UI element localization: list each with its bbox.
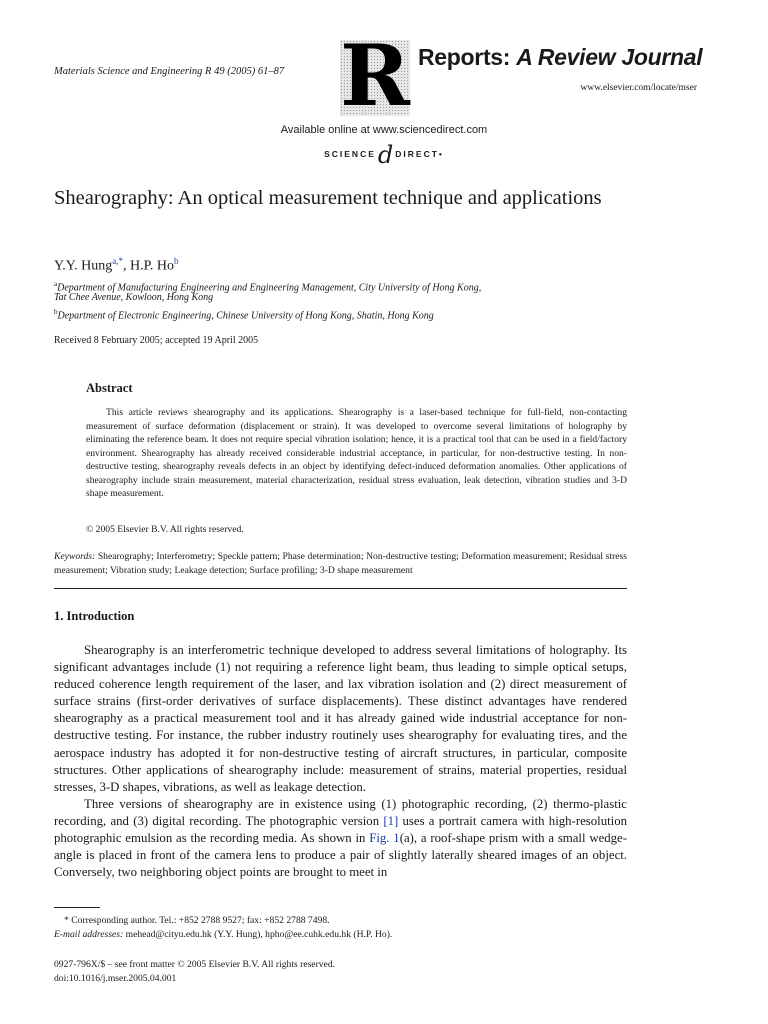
received-dates: Received 8 February 2005; accepted 19 April 2005 — [54, 335, 259, 346]
paragraph-text: uses a portrait camera with high-resolution photographic emulsion as the recording media. As shown in — [54, 813, 627, 846]
author-affiliation-link[interactable]: a,* — [112, 256, 123, 266]
doi-link[interactable]: doi:10.1016/j.mser.2005.04.001 — [54, 973, 177, 984]
logo-letter: R — [340, 26, 410, 125]
paragraph-text: (a), a roof-shape prism with a small wedge-angle is placed in front of the camera lens to produce a pair of slightly laterally sheared images of an object. Conversely, two neighboring object points are brought to meet in — [54, 831, 627, 880]
email-label: E-mail addresses: — [54, 929, 124, 940]
author-separator: , — [122, 258, 130, 274]
author-affiliation-link[interactable]: b — [173, 256, 179, 266]
paragraph: Shearography is an interferometric technique developed to address several limitations of holography. Its significant advantages include (1) not requiring a reference light beam, thus leading to simple optical setups, reduced coherence length requirement of the laser, and lax vibration isolation and (2) direct measurement of surface strains (first-order derivatives of surface displacements). These distinct advantages have rendered shearography as a practical measurement tool and it has already gained wide industrial acceptance for non-destructive testing. For instance, the rubber industry routinely uses shearography for evaluating tires, and the aerospace industry has adopted it for non-destructive testing of aircraft structures, in particular, composite structures. Other applications of shearography include: measurement of strains, material properties, residual stresses, 3-D shapes, vibrations, as well as leakage detection. — [54, 643, 627, 794]
sd-right: DIRECT — [395, 149, 439, 159]
affiliation-marker: b — [54, 308, 58, 316]
abstract-heading: Abstract — [86, 381, 133, 395]
paragraph — [54, 796, 627, 881]
journal-name-italic: A Review Journal — [516, 44, 703, 70]
keywords — [54, 550, 627, 577]
affiliation-marker: a — [54, 280, 58, 288]
author-name: Y.Y. Hung — [54, 258, 113, 274]
section-heading: 1. Introduction — [54, 609, 135, 623]
issn-line: 0927-796X/$ – see front matter © 2005 Elsevier B.V. All rights reserved. — [54, 959, 336, 970]
footnote-divider — [54, 907, 100, 908]
abstract-text: This article reviews shearography and its applications. Shearography is a laser-based technique for full-field, non-contacting measurement of surface deformation (displacement or strain). It was developed to overcome several limitations of holography by eliminating the reference beam. It does not require special vibration isolation; hence, it is a practical tool that can be used in a field/factory environment. Shearography has already received considerable industrial acceptance, in particular, for non-destructive testing. In non-destructive testing, shearography reveals defects in an object by identifying defect-induced deformation anomalies. Other applications of shearography include strain measurement, material characterization, residual stress evaluation, leak detection, vibration studies and 3-D shape measurement. — [86, 407, 627, 499]
sd-bullet: • — [438, 149, 444, 159]
citation-link[interactable]: [1] — [383, 813, 399, 828]
available-online-text: Available online at www.sciencedirect.com — [280, 124, 488, 136]
section-divider — [54, 588, 627, 589]
email-addresses — [54, 928, 392, 941]
affiliation-a-line2: Tat Chee Avenue, Kowloon, Hong Kong — [54, 292, 214, 303]
sd-mark: d — [377, 141, 394, 169]
journal-name-bold: Reports: — [418, 44, 517, 70]
journal-logo — [340, 26, 410, 125]
keywords-label: Keywords: — [54, 551, 96, 562]
corresponding-author-note: * Corresponding author. Tel.: +852 2788 9527; fax: +852 2788 7498. — [64, 915, 330, 926]
paragraph-text: Three versions of shearography are in existence using (1) photographic recording, (2) thermo-plastic recording, and (3) digital recording. The photographic version — [54, 796, 627, 828]
copyright-notice: © 2005 Elsevier B.V. All rights reserved. — [86, 524, 244, 535]
journal-url-link[interactable]: www.elsevier.com/locate/mser — [580, 83, 697, 93]
journal-name — [418, 44, 702, 71]
figure-link[interactable]: Fig. 1 — [369, 831, 400, 846]
author-list — [54, 256, 178, 275]
affiliation-b — [54, 305, 714, 323]
journal-reference: Materials Science and Engineering R 49 (2005) 61–87 — [54, 66, 285, 77]
affiliation-text: Department of Manufacturing Engineering and Engineering Management, City University of Hong Kong, — [57, 282, 482, 294]
article-title: Shearography: An optical measurement technique and applications — [54, 187, 602, 209]
author-name: H.P. Ho — [129, 258, 174, 274]
email-text[interactable]: mehead@cityu.edu.hk (Y.Y. Hung), hpho@ee.cuhk.edu.hk (H.P. Ho). — [123, 929, 393, 940]
sciencedirect-logo — [0, 141, 768, 169]
sd-left: SCIENCE — [324, 149, 376, 159]
keywords-list: Shearography; Interferometry; Speckle pattern; Phase determination; Non-destructive testing; Deformation measurement; Residual stress measurement; Vibration study; Leakage detection; Surface profiling; 3-D shape measurement — [54, 551, 627, 576]
affiliation-text: Department of Electronic Engineering, Chinese University of Hong Kong, Shatin, Hong Kong — [57, 310, 434, 322]
intro-body — [54, 642, 627, 881]
